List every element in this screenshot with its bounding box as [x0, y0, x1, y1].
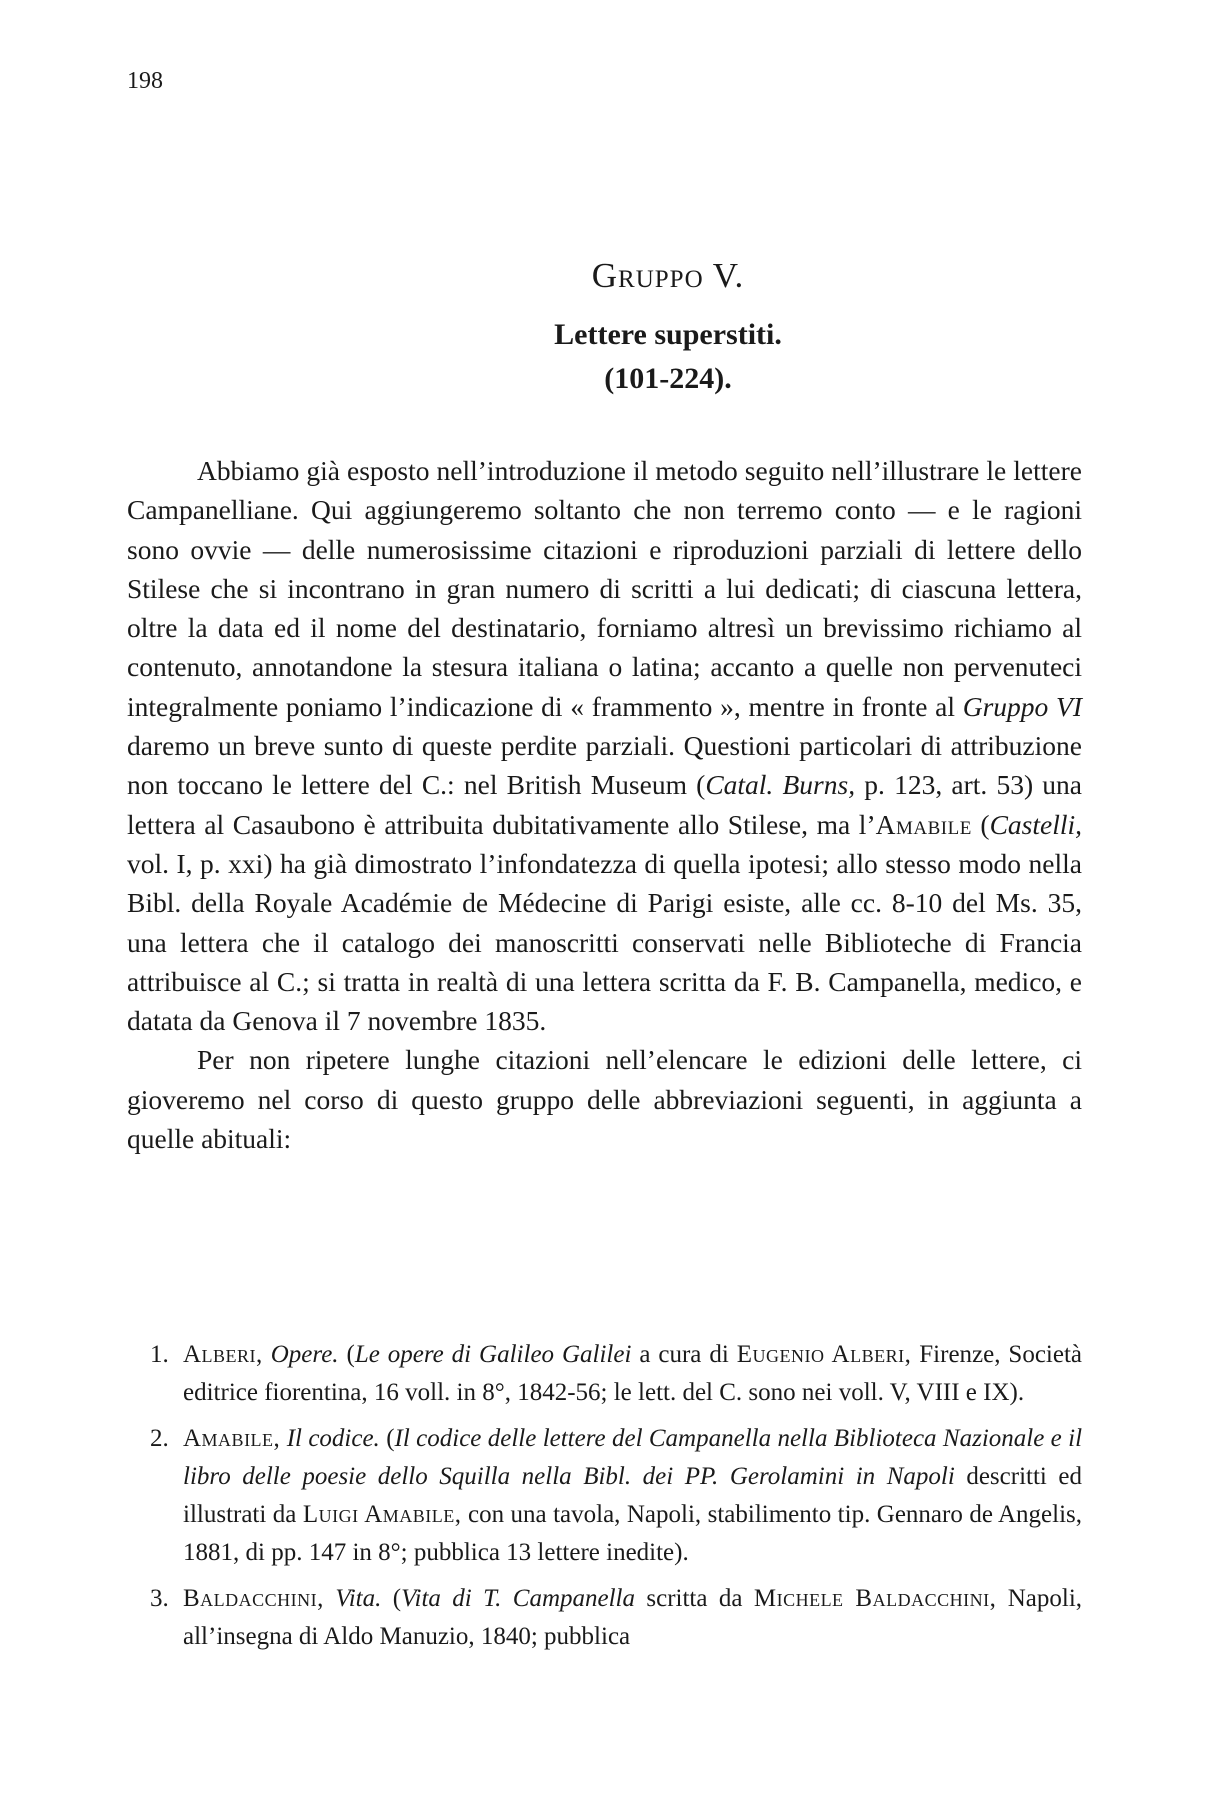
ref-title: Il codice delle lettere del Campanella nella Biblioteca Nazionale e il libro delle poesie dello Squilla nella Bibl. dei PP. Gerolamini in Napoli [183, 1425, 1083, 1490]
item-number: 3. [150, 1585, 169, 1612]
ref-editor: Michele Baldacchini, [753, 1585, 997, 1612]
text-run: scritta da [646, 1585, 743, 1612]
text-run: vol. I, p. xxi) ha già dimostrato l’infondatezza di quella ipotesi; allo stesso modo nella Bibl. della Royale Académie de Médecine di Parigi esiste, alle cc. 8-10 del Ms. 35, una lettera che il catalogo dei manoscritti conservati nelle Biblioteche di Francia attribuisce al C.; si tratta in realtà di una lettera scritta da F. B. Campanella, medico, e datata da Genova il 7 novembre 1835. [127, 847, 1082, 1037]
paragraph-intro [127, 451, 1082, 1040]
ref-short-title: Opere. [270, 1341, 339, 1368]
text-run: ( [386, 1425, 395, 1452]
list-item [150, 1580, 1082, 1656]
text-run: ( [392, 1585, 402, 1612]
group-title: Gruppo V. [591, 256, 745, 295]
item-number: 2. [150, 1425, 169, 1452]
list-item [150, 1336, 1082, 1412]
section-subtitle: Lettere superstiti. [554, 318, 782, 351]
text-run: ( [346, 1341, 355, 1368]
text-run: descritti ed illustrati da [183, 1463, 1082, 1528]
ref-short-title: Il codice. [286, 1425, 380, 1452]
text-run: ( [980, 808, 990, 840]
italic-run: Castelli, [989, 808, 1083, 840]
text-run: daremo un breve sunto di queste perdite parziali. Questioni particolari di attribuzione non toccano le lettere del C.: nel British Museum ( [127, 730, 1082, 801]
ref-editor: Luigi Amabile, [302, 1501, 462, 1528]
small-caps-run: Amabile [875, 808, 972, 840]
body-text [127, 451, 1082, 1158]
item-number: 1. [150, 1341, 169, 1368]
ref-title: Vita di T. Campanella [401, 1585, 635, 1612]
text-run: Firenze, Società editrice fiorentina, 16 voll. in 8°, 1842-56; le lett. del C. sono nei voll. V, VIII e IX). [183, 1341, 1083, 1406]
ref-editor: Eugenio Alberi, [736, 1341, 912, 1368]
ref-title: Le opere di Galileo Galilei [354, 1341, 632, 1368]
ref-short-title: Vita. [335, 1585, 382, 1612]
ref-author: Alberi, [183, 1341, 263, 1368]
text-run: a cura di [639, 1341, 729, 1368]
page-number: 198 [127, 68, 163, 94]
abbreviation-list [150, 1336, 1082, 1664]
list-item [150, 1420, 1082, 1572]
italic-run: Gruppo VI [962, 690, 1083, 722]
ref-author: Baldacchini, [183, 1585, 324, 1612]
text-run: con una tavola, Napoli, stabilimento tip. Gennaro de Angelis, 1881, di pp. 147 in 8°; pubblica 13 lettere inedite). [183, 1501, 1083, 1566]
text-run: Napoli, all’insegna di Aldo Manuzio, 1840; pubblica [183, 1585, 1083, 1650]
ref-author: Amabile, [183, 1425, 281, 1452]
paragraph-abbreviations: Per non ripetere lunghe citazioni nell’elencare le edizioni delle lettere, ci gioveremo nel corso di questo gruppo delle abbreviazioni seguenti, in aggiunta a quelle abituali: [127, 1044, 1082, 1155]
text-run: Abbiamo già esposto nell’introduzione il metodo seguito nell’illustrare le lettere Campanelliane. Qui aggiungeremo soltanto che non terremo conto — e le ragioni sono ovvie — delle numerosissime citazioni e riproduzioni parziali di lettere dello Stilese che si incontrano in gran numero di scritti a lui dedicati; di ciascuna lettera, oltre la data ed il nome del destinatario, forniamo altresì un brevissimo richiamo al contenuto, annotandone la stesura italiana o latina; accanto a quelle non pervenuteci integralmente poniamo l’indicazione di « frammento », mentre in fronte al [127, 455, 1082, 722]
italic-run: Catal. Burns, [705, 769, 856, 801]
text-run: p. 123, art. 53) una lettera al Casaubono è attribuita dubitativamente allo Stilese, ma l’ [127, 769, 1082, 840]
letter-range: (101-224). [604, 362, 732, 395]
